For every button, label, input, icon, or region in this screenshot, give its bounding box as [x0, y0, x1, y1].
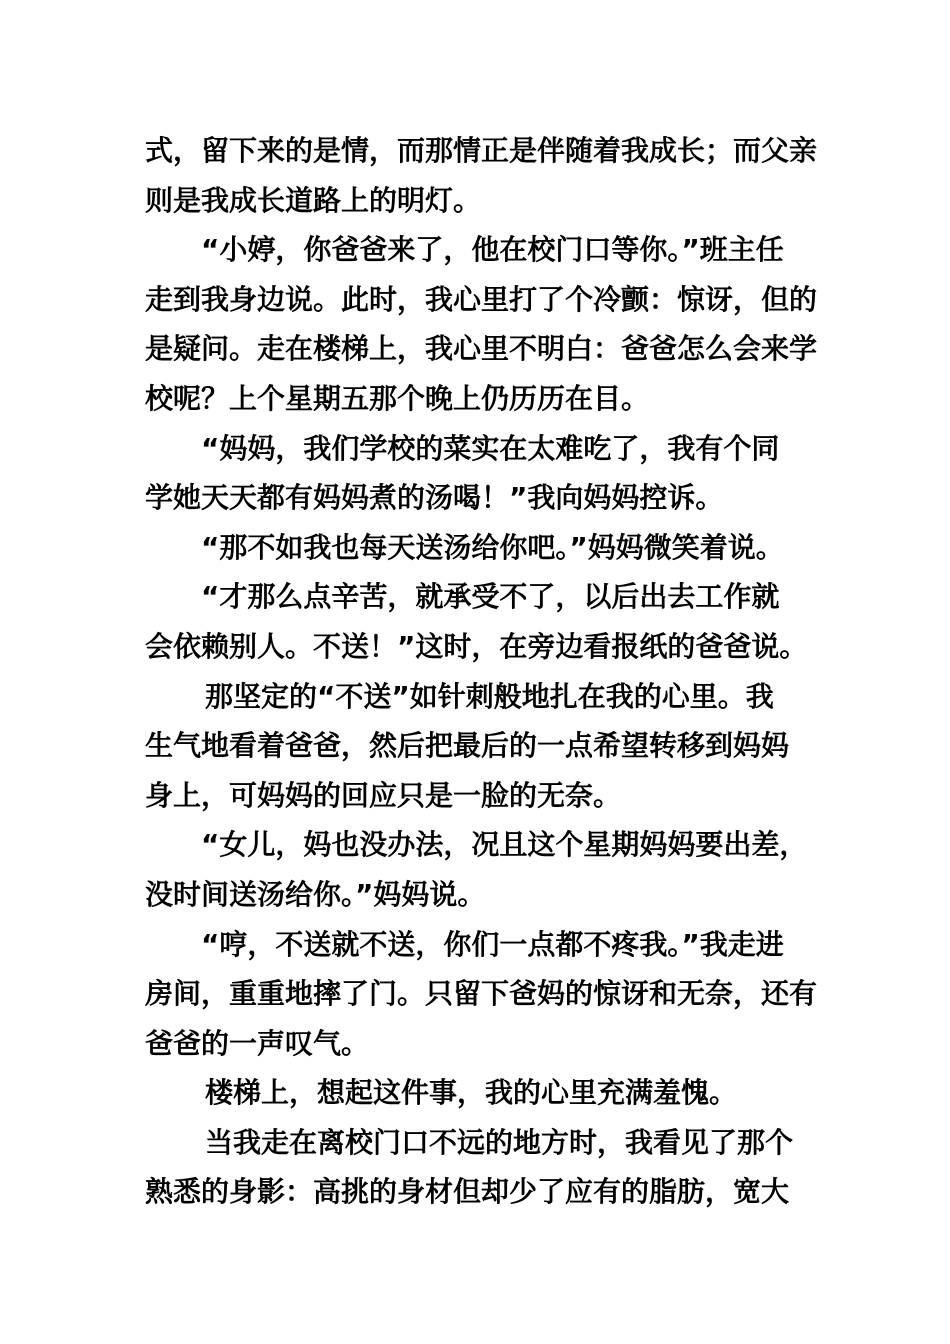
text-line: 会依赖别人。不送！”这时，在旁边看报纸的爸爸说。 [145, 629, 808, 663]
text-line: 是疑问。走在楼梯上，我心里不明白：爸爸怎么会来学 [145, 332, 818, 366]
body-text [145, 126, 818, 1217]
text-line: 走到我身边说。此时，我心里打了个冷颤：惊讶，但的 [145, 282, 818, 316]
text-line: 生气地看着爸爸，然后把最后的一点希望转移到妈妈 [145, 729, 790, 763]
text-line: 当我走在离校门口不远的地方时，我看见了那个 [205, 1125, 794, 1159]
text-line: 式，留下来的是情，而那情正是伴随着我成长；而父亲 [145, 134, 818, 167]
text-line: 身上，可妈妈的回应只是一脸的无奈。 [145, 778, 622, 812]
text-line: 爸爸的一声叹气。 [145, 1026, 370, 1060]
text-line: 熟悉的身影：高挑的身材但却少了应有的脂肪，宽大 [145, 1175, 790, 1209]
text-line: 则是我成长道路上的明灯。 [145, 183, 482, 217]
text-line: 没时间送汤给你。”妈妈说。 [145, 877, 486, 911]
text-line: 校呢？上个星期五那个晚上仍历历在目。 [145, 381, 650, 415]
text-line: “那不如我也每天送汤给你吧。”妈妈微笑着说。 [201, 530, 784, 564]
text-line: “小婷，你爸爸来了，他在校门口等你。”班主任 [201, 233, 784, 267]
text-line: “女儿，妈也没办法，况且这个星期妈妈要出差， [201, 828, 808, 862]
text-line: 房间，重重地摔了门。只留下爸妈的惊讶和无奈，还有 [145, 977, 818, 1011]
text-line: 楼梯上，想起这件事，我的心里充满羞愧。 [205, 1076, 738, 1110]
text-line: 那坚定的“不送”如针刺般地扎在我的心里。我 [205, 679, 774, 713]
text-line: “才那么点辛苦，就承受不了，以后出去工作就 [201, 580, 780, 614]
text-line: “妈妈，我们学校的菜实在太难吃了，我有个同 [201, 431, 780, 465]
text-line: 学她天天都有妈妈煮的汤喝！”我向妈妈控诉。 [145, 481, 724, 515]
text-line: “哼，不送就不送，你们一点都不疼我。”我走进 [201, 927, 784, 961]
